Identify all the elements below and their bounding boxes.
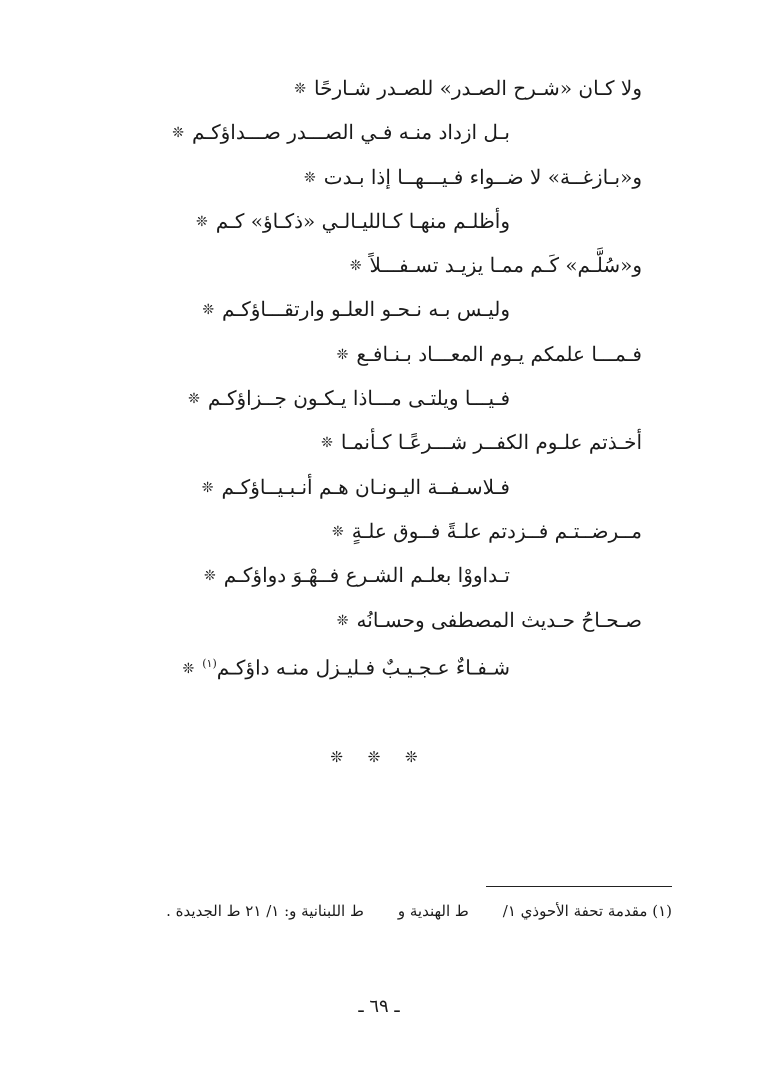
- footnote-text-part2: ط الهندية و: [397, 902, 469, 920]
- verse-line: [150, 465, 650, 509]
- verse-text: وأظلـم منهـا كـالليـالـي «ذكـاؤ» كـم: [215, 208, 510, 233]
- verse-text: مــرضــتـم فــزدتم علـةً فــوق علـةٍ: [351, 518, 642, 543]
- star-ornament: ❊: [304, 169, 316, 186]
- verse-text: تـداووْا بعلـم الشـرع فــهْـوَ دواؤكـم: [223, 563, 510, 588]
- verse-text: وليـس بـه نـحـو العلـو وارتقـــاؤكـم: [222, 297, 510, 322]
- footnote-divider: [486, 886, 672, 887]
- star-ornament: ❊: [182, 660, 195, 677]
- verse-text: فـيـــا ويلتـى مـــاذا يـكـون جــزاؤكـم: [207, 386, 510, 411]
- footnote-reference[interactable]: (١): [202, 656, 217, 670]
- star-ornament: ❊: [321, 435, 333, 452]
- verse-line: [150, 199, 650, 243]
- verse-text: و«بـازغــة» لا ضــواء فـيـــهــا إذا بـدت: [323, 164, 642, 189]
- verse-text: و«سُلَّـم» كَـم ممـا يزيـد تسـفـــلاً: [369, 253, 642, 278]
- verse-line: [150, 155, 650, 199]
- footnote-marker: (١): [652, 902, 672, 920]
- verse-text: فـلاسـفــة اليـونـان هـم أنـبـيــاؤكـم: [221, 474, 510, 499]
- star-ornament: ❊: [203, 568, 216, 585]
- verse-line: [150, 420, 650, 464]
- star-ornament: ❊: [195, 213, 208, 230]
- star-ornament: ❊: [336, 612, 349, 629]
- verse-line: [150, 66, 650, 110]
- page-number: ـ ٦٩ ـ: [358, 996, 400, 1017]
- star-ornament: ❊: [188, 391, 200, 408]
- footnote-text-part1: مقدمة تحفة الأحوذي ١/: [502, 902, 648, 920]
- verse-line: [150, 509, 650, 553]
- star-ornament: ❊: [349, 258, 362, 275]
- verse-text: شـفـاءٌ عـجـيـبٌ فـليـزل منـه داؤكـم: [216, 655, 510, 680]
- poem: [150, 66, 650, 686]
- verse-text: أخـذتم علـوم الكفــر شـــرعًـا كـأنمـا: [340, 430, 642, 455]
- verse-line: [150, 598, 650, 642]
- verse-line: [150, 332, 650, 376]
- verse-line: [150, 287, 650, 331]
- verse-line: [150, 553, 650, 597]
- section-separator: ❊ ❊ ❊: [330, 748, 428, 766]
- verse-text: ولا كـان «شـرح الصـدر» للصـدر شـارحًا: [314, 76, 642, 100]
- verse-text: فـمـــا علمكم يـوم المعـــاد بـنـافـع: [356, 341, 642, 366]
- verse-line: [150, 110, 650, 154]
- star-ornament: ❊: [202, 302, 215, 319]
- star-ornament: ❊: [172, 125, 184, 142]
- star-ornament: ❊: [294, 81, 307, 97]
- verse-text: بـل ازداد منـه فـي الصـــدر صـــداؤكـم: [191, 120, 510, 145]
- footnote: [150, 902, 672, 920]
- star-ornament: ❊: [331, 523, 344, 540]
- footnote-text-part3: ط اللبنانية و: ١/ ٢١ ط الجديدة .: [166, 902, 364, 920]
- star-ornament: ❊: [201, 479, 214, 496]
- verse-line: [150, 376, 650, 420]
- verse-text: صـحـاحُ حـديث المصطفى وحسـانُه: [356, 607, 642, 632]
- verse-line: [150, 243, 650, 287]
- verse-line: [150, 642, 650, 686]
- star-ornament: ❊: [336, 346, 349, 363]
